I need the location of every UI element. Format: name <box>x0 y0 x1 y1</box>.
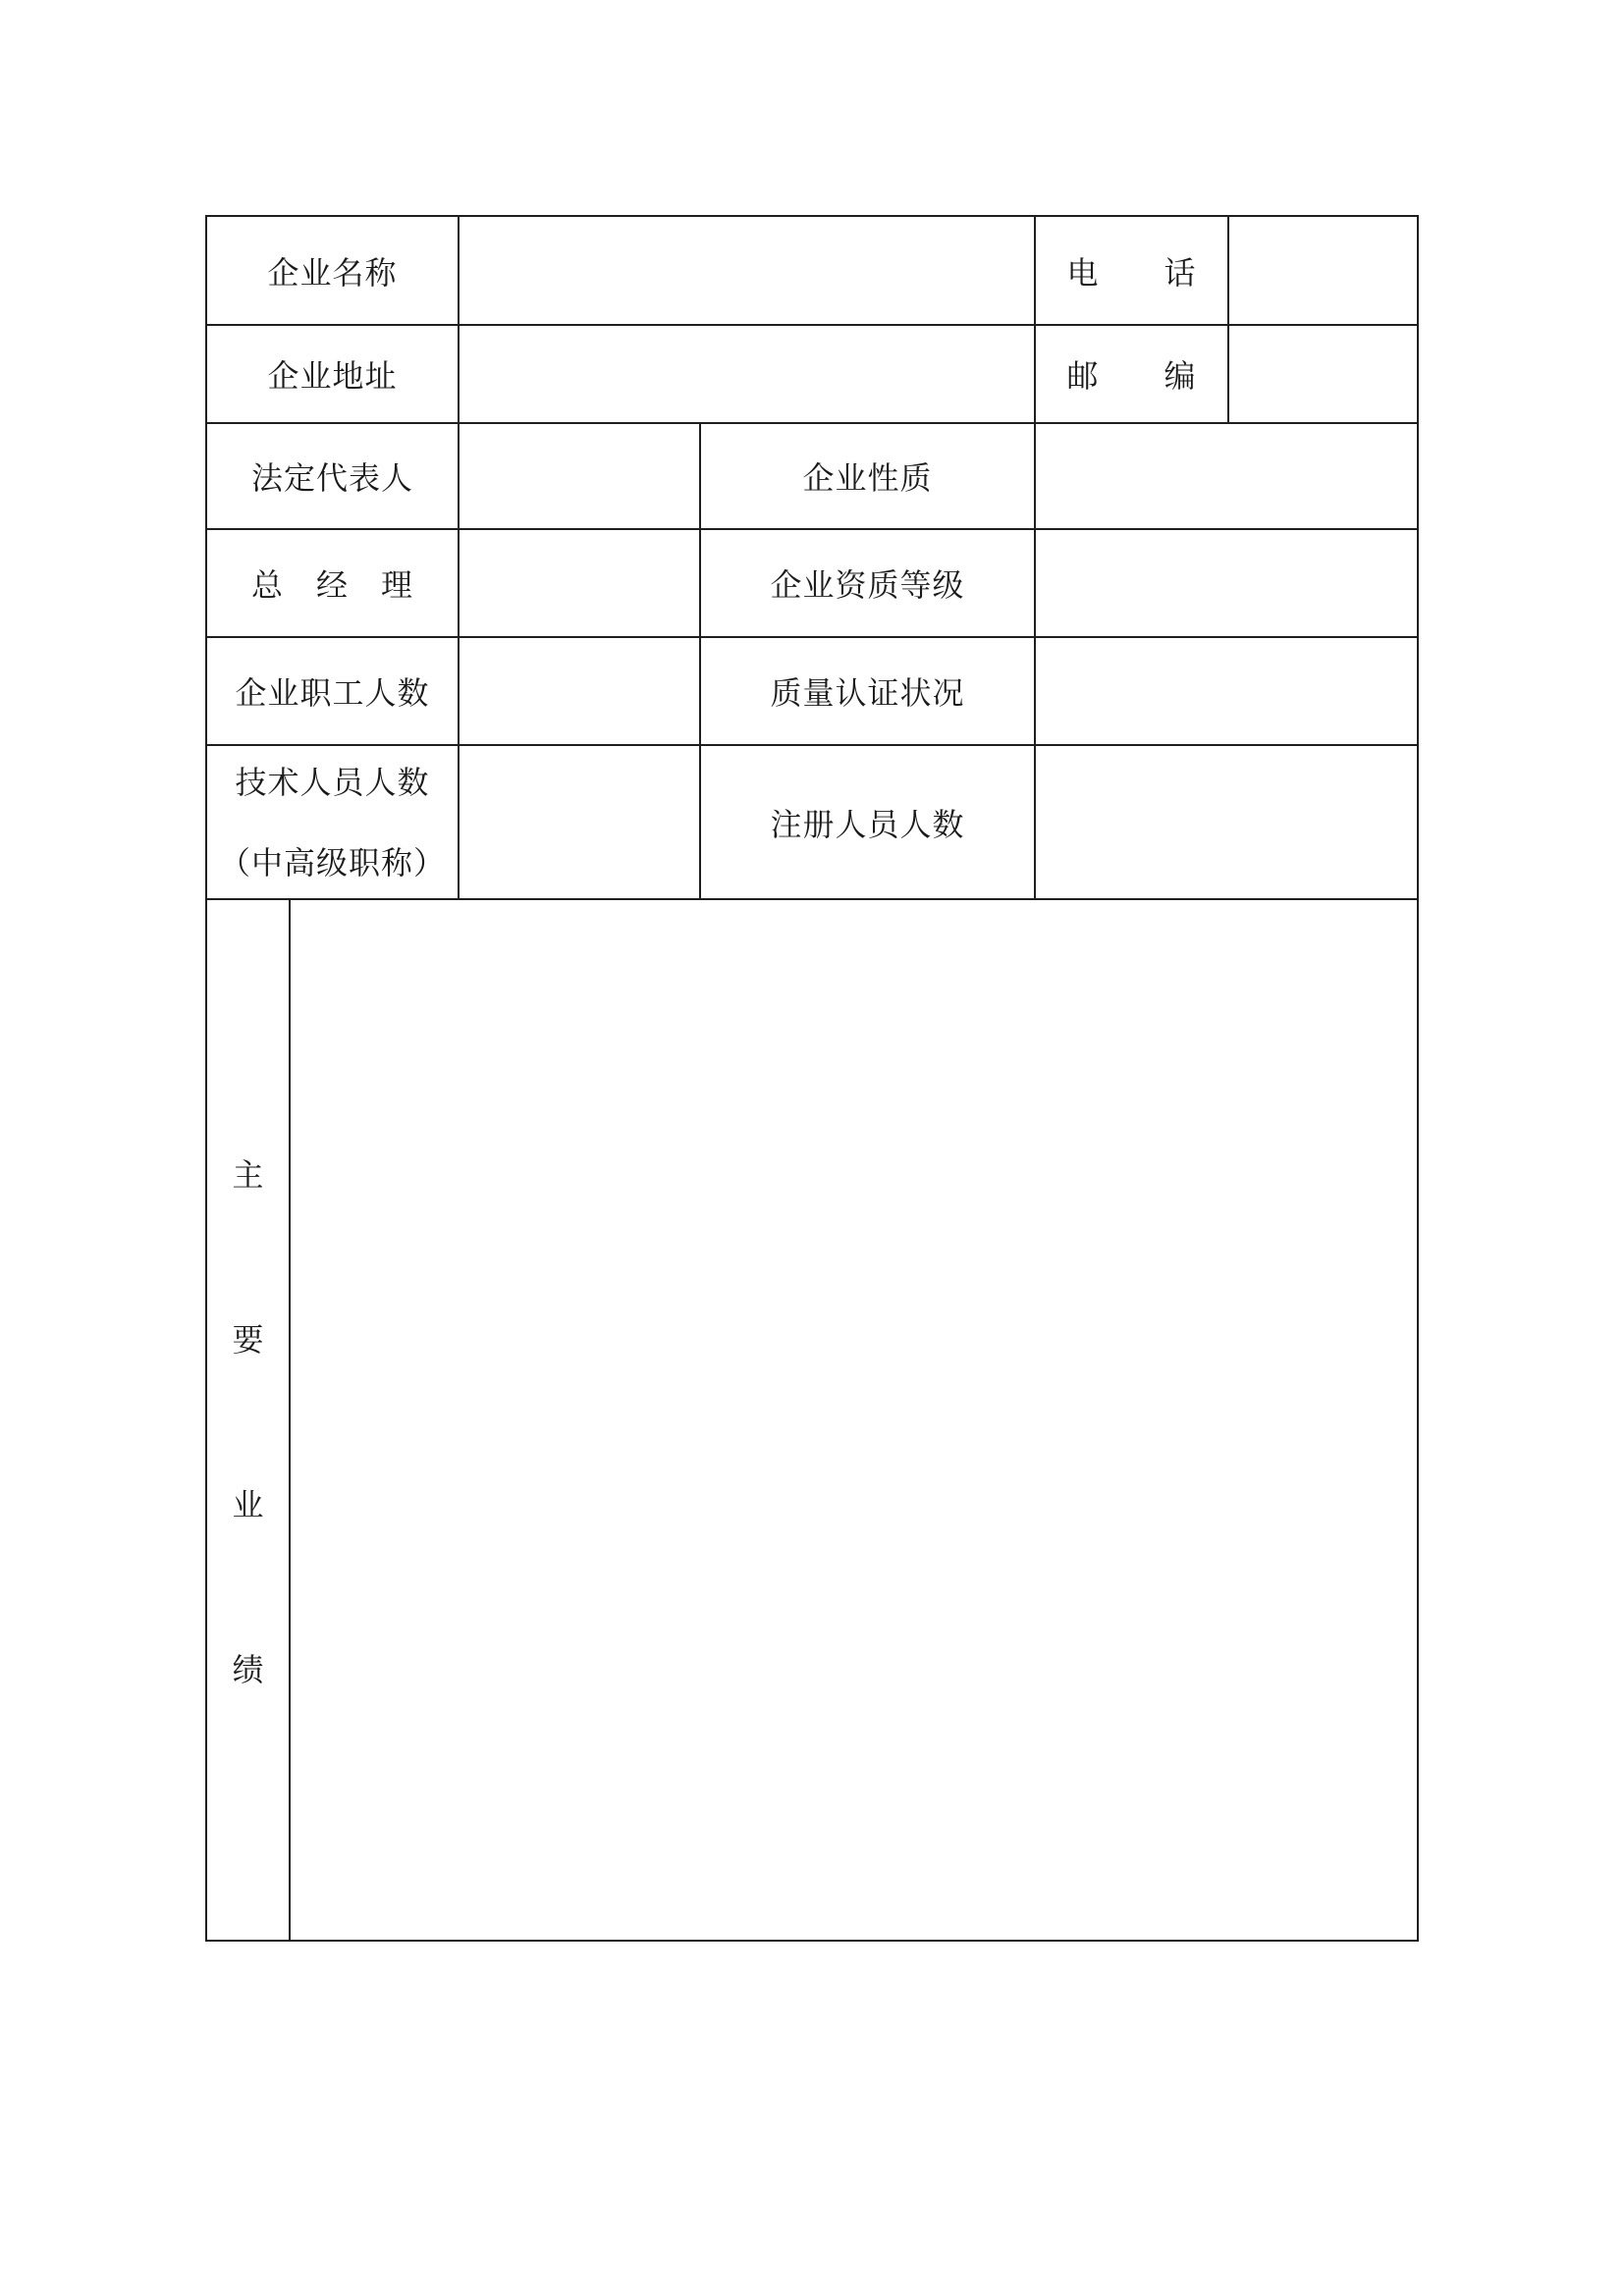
main-achievements-char-1: 主 <box>232 1156 264 1193</box>
phone-label: 电 话 <box>1034 215 1227 324</box>
main-achievements-label <box>205 898 289 1942</box>
phone-input-cell[interactable] <box>1227 215 1419 324</box>
company-nature-label: 企业性质 <box>699 422 1034 528</box>
technical-staff-label-line1: 技术人员人数 <box>235 764 430 800</box>
company-name-label: 企业名称 <box>205 215 458 324</box>
company-info-form-table <box>205 215 1419 1942</box>
postal-code-input-cell[interactable] <box>1227 324 1419 422</box>
main-achievements-input-cell[interactable] <box>289 898 1419 1942</box>
employee-count-label: 企业职工人数 <box>205 636 458 744</box>
registered-staff-label: 注册人员人数 <box>699 744 1034 898</box>
registered-staff-input-cell[interactable] <box>1034 744 1419 898</box>
company-name-input-cell[interactable] <box>458 215 1034 324</box>
technical-staff-label <box>205 744 458 898</box>
legal-representative-label: 法定代表人 <box>205 422 458 528</box>
legal-representative-input-cell[interactable] <box>458 422 699 528</box>
quality-certification-label: 质量认证状况 <box>699 636 1034 744</box>
postal-code-label: 邮 编 <box>1034 324 1227 422</box>
company-nature-input-cell[interactable] <box>1034 422 1419 528</box>
employee-count-input-cell[interactable] <box>458 636 699 744</box>
technical-staff-input-cell[interactable] <box>458 744 699 898</box>
qualification-level-input-cell[interactable] <box>1034 528 1419 636</box>
main-achievements-char-2: 要 <box>232 1321 264 1358</box>
quality-certification-input-cell[interactable] <box>1034 636 1419 744</box>
qualification-level-label: 企业资质等级 <box>699 528 1034 636</box>
general-manager-label: 总 经 理 <box>205 528 458 636</box>
main-achievements-char-3: 业 <box>232 1486 264 1522</box>
main-achievements-char-4: 绩 <box>232 1651 264 1687</box>
general-manager-input-cell[interactable] <box>458 528 699 636</box>
company-address-label: 企业地址 <box>205 324 458 422</box>
company-address-input-cell[interactable] <box>458 324 1034 422</box>
technical-staff-label-line2: （中高级职称） <box>218 844 446 881</box>
